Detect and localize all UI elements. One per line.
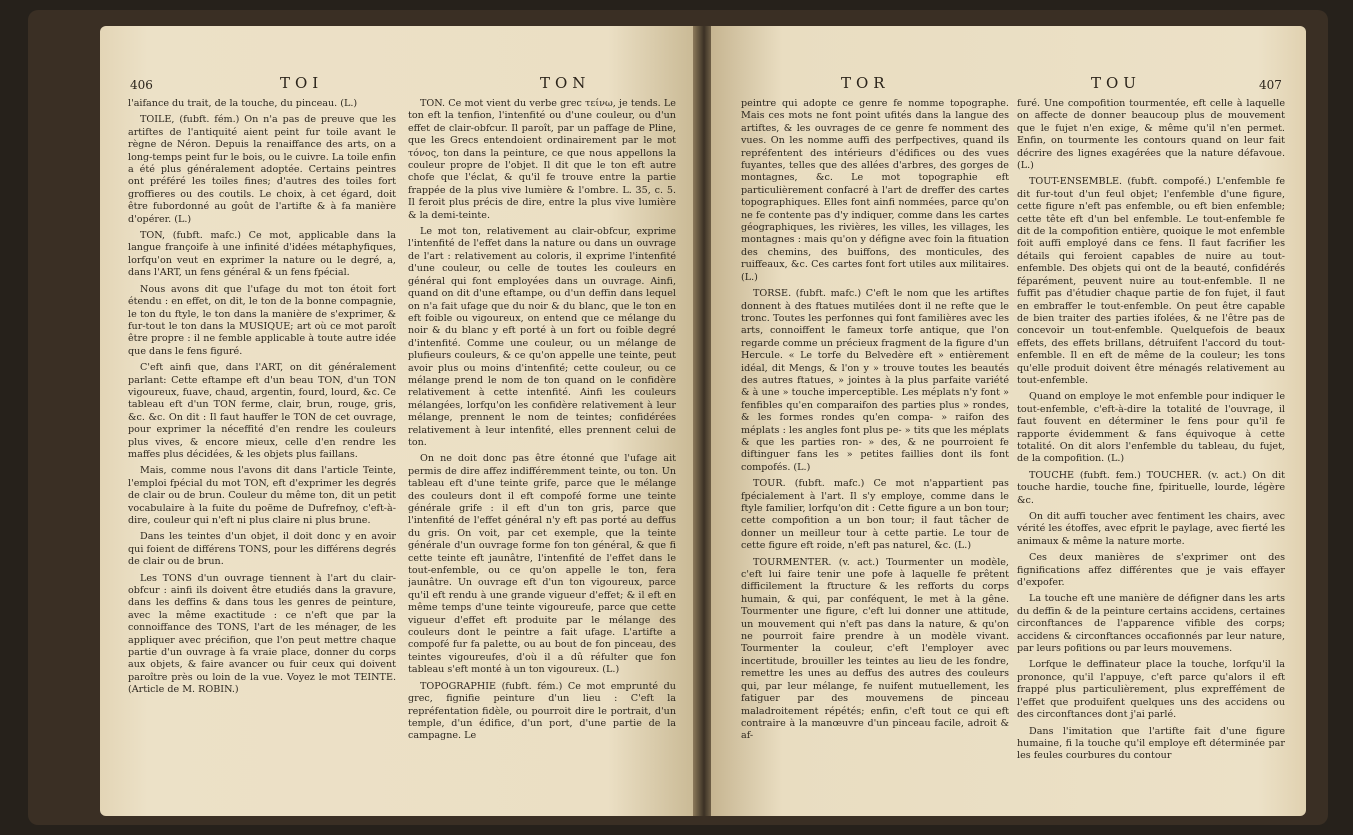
paragraph: Quand on employe le mot enfemble pour indiquer le tout-enfemble, c'eft-à-dire la totalité de l'ouvrage, il faut fouvent en déterminer le fens pour qu'il fe rapporte évidemment & fans équivoque à cette totalité. On dit alors l'enfemble du tableau, du fujet, de la compofition. (L.) [1017,391,1285,465]
left-page [100,26,698,816]
running-head-ton: TON [540,74,591,92]
right-column-1 [741,98,1009,798]
paragraph: TOUR. (fubft. mafc.) Ce mot n'appartient pas fpécialement à l'art. Il s'y employe, comme dans le ftyle familier, lorfqu'on dit : Cette figure a un bon tour; cette compofition a un bon tour; il faut tâcher de donner un meilleur tour à cette partie. Le tour de cette figure eft roide, n'eft pas naturel, &c. (L.) [741,478,1009,552]
paragraph: TOILE, (fubft. fém.) On n'a pas de preuve que les artiftes de l'antiquité aient peint fur toile avant le règne de Néron. Depuis la renaiffance des arts, on a long-temps peint fur le bois, ou le cuivre. La toile enfin a été plus généralement adoptée. Certains peintres ont préféré les toiles fines; d'autres des toiles fort groffieres ou des coutils. Le choix, à cet égard, doit être fubordonné au goût de l'artifte & à fa manière d'opérer. (L.) [128,114,396,225]
paragraph: peintre qui adopte ce genre fe nomme topographe. Mais ces mots ne font point ufités dans la langue des artiftes, & les ouvrages de ce genre fe nomment des vues. On les nomme auffi des perfpectives, quand ils repréfentent des intérieurs d'édifices ou des vues fuyantes, telles que des allées d'arbres, des gorges de montagnes, &c. Le mot topographie eft particulièrement confacré à l'art de dreffer des cartes topographiques. Elles font ainfi nommées, parce qu'on ne fe contente pas d'y indiquer, comme dans les cartes géographiques, les rivières, les villes, les villages, les montagnes : mais qu'on y défigne avec foin la fituation des chemins, des buiffons, des monticules, des ruiffeaux, &c. Ces cartes font fort utiles aux militaires. (L.) [741,98,1009,283]
paragraph: TOUT-ENSEMBLE. (fubft. compofé.) L'enfemble fe dit fur-tout d'un feul objet; l'enfemble d'une figure, cette figure n'eft pas enfemble, ou eft bien enfemble; cette tête eft d'un bel enfemble. Le tout-enfemble fe dit de la compofition entière, quoique le mot enfemble foit auffi employé dans ce fens. Il faut facrifier les détails qui feroient capables de nuire au tout-enfemble. Des objets qui ont de la beauté, confidérés féparément, peuvent nuire au tout-enfemble. Il ne fuffit pas d'étudier chaque partie de fon fujet, il faut en embraffer le tout-enfemble. On peut être capable de bien traiter des parties ifolées, & ne l'être pas de concevoir un tout-enfemble. Quelquefois de beaux effets, des effets brillans, détruifent l'accord du tout-enfemble. Il en eft de même de la couleur; les tons qu'elle produit doivent être ménagés relativement au tout-enfemble. [1017,176,1285,386]
left-column-2 [408,98,676,798]
paragraph: Lorfque le deffinateur place la touche, lorfqu'il la prononce, qu'il l'appuye, c'eft parce qu'alors il eft frappé plus particulièrement, plus expreffément de l'effet que produifent quelques uns des accidens ou des circonftances dont j'ai parlé. [1017,659,1285,721]
paragraph: Les TONS d'un ouvrage tiennent à l'art du clair-obfcur : ainfi ils doivent être etudiés dans la gravure, dans les deffins & dans tous les genres de peinture, avec la même exactitude : ce n'eft que par la connoiffance des TONS, l'art de les ménager, de les appliquer avec précifion, que l'on peut mettre chaque partie d'un ouvrage à fa vraie place, donner du corps aux objets, & faire avancer ou fuir ceux qui doivent paroître près ou loin de la vue. Voyez le mot TEINTE. (Article de M. ROBIN.) [128,572,396,696]
paragraph: La touche eft une manière de défigner dans les arts du deffin & de la peinture certains accidens, certaines circonftances de l'apparence vifible des corps; accidens & circonftances occafionnés par leur nature, par leurs pofitions ou par leurs mouvemens. [1017,593,1285,655]
paragraph: furé. Une compofition tourmentée, eft celle à laquelle on affecte de donner beaucoup plus de mouvement que le fujet n'en exige, & même qu'il n'en permet. Enfin, on tourmente les contours quand on leur fait décrire des lignes exagérées que la nature défavoue. (L.) [1017,98,1285,172]
paragraph: TON, (fubft. mafc.) Ce mot, applicable dans la langue françoife à une infinité d'idées métaphyfiques, lorfqu'on veut en exprimer la nature ou le degré, a, dans l'ART, un fens général & un fens fpécial. [128,230,396,279]
paragraph: TORSE. (fubft. mafc.) C'eft le nom que les artiftes donnent à des ftatues mutilées dont il ne refte que le tronc. Toutes les perfonnes qui font familières avec les arts, connoiffent le fameux torfe antique, que l'on regarde comme un précieux fragment de la figure d'un Hercule. « Le torfe du Belvedère eft » entièrement idéal, dit Mengs, & l'on y » trouve toutes les beautés des autres ftatues, » jointes à la plus parfaite variété & à une » touche imperceptible. Les méplats n'y font » fenfibles qu'en comparaifon des parties plus » rondes, & les formes rondes qu'en compa- » raifon des méplats : les angles font plus pe- » tits que les méplats & que les parties ron- » des, & ne pourroient fe diftinguer fans les » petites faillies dont ils font compofés. (L.) [741,288,1009,473]
paragraph: l'aifance du trait, de la touche, du pinceau. (L.) [128,98,358,109]
page-number-right: 407 [1259,78,1282,92]
paragraph: TOPOGRAPHIE (fubft. fém.) Ce mot emprunté du grec, fignifie peinture d'un lieu : C'eft la repréfentation fidèle, ou pourroit dire le portrait, d'un temple, d'un édifice, d'un port, d'une partie de la campagne. Le [408,680,676,742]
paragraph: Le mot ton, relativement au clair-obfcur, exprime l'intenfité de l'effet dans la nature ou dans un ouvrage de l'art : relativement au coloris, il exprime l'intenfité d'une couleur, ou celle de toutes les couleurs en général qui font employées dans un ouvrage. Ainfi, quand on dit d'une eftampe, ou d'un deffin dans lequel on n'a fait ufage que du noir & du blanc, que le ton en eft foible ou vigoureux, on entend que ce mélange du noir & du blanc y eft porté à un fort ou foible degré d'intenfité. Comme une couleur, ou un mélange de plufieurs couleurs, & ce qu'on appelle une teinte, peut avoir plus ou moins d'intenfité; cette couleur, ou ce mélange prend le nom de ton quand on le confidère relativement à cette intenfité. Ainfi les couleurs mélangées, lorfqu'on les confidère relativement à leur mélange, prennent le nom de teintes; confidérées relativement à leur intenfité, elles prennent celui de ton. [408,226,676,448]
paragraph: Dans l'imitation que l'artifte fait d'une figure humaine, fi la touche qu'il employe eft déterminée par les feules courbures du contour [1017,725,1285,762]
open-book [28,10,1328,825]
left-column-1 [128,98,396,798]
paragraph: C'eft ainfi que, dans l'ART, on dit généralement parlant: Cette eftampe eft d'un beau TON, d'un TON vigoureux, fuave, chaud, argentin, fourd, lourd, &c. Ce tableau eft d'un TON ferme, clair, brun, rouge, gris, &c. &c. On dit : Il faut hauffer le TON de cet ouvrage, pour exprimer la néceffité d'en rendre les couleurs plus vives, & encore mieux, celle d'en rendre les maffes plus décidées, & les objets plus faillans. [128,362,396,460]
paragraph: Dans les teintes d'un objet, il doit donc y en avoir qui foient de différens TONS, pour les différens degrés de clair ou de brun. [128,531,396,568]
paragraph: Ces deux manières de s'exprimer ont des fignifications affez différentes que je vais effayer d'expofer. [1017,552,1285,589]
paragraph: On dit auffi toucher avec fentiment les chairs, avec vérité les étoffes, avec efprit le paylage, avec fierté les animaux & même la nature morte. [1017,511,1285,547]
paragraph: TOUCHE (fubft. fem.) TOUCHER. (v. act.) On dit touche hardie, touche fine, fpirituelle, lourde, légère &c. [1017,469,1285,506]
running-head-toi: TOI [280,74,324,92]
right-column-2 [1017,98,1285,798]
right-page [711,26,1306,816]
paragraph: TON. Ce mot vient du verbe grec τείνω, je tends. Le ton eft la tenfion, l'intenfité ou d'une couleur, ou d'un effet de clair-obfcur. Il paroît, par un paffage de Pline, que les Grecs entendoient ordinairement par le mot τόνος, ton dans la peinture, ce que nous appellons la couleur propre de l'objet. Il dit que le ton eft autre chofe que l'éclat, & qu'il fe trouve entre la partie frappée de la plus vive lumière & l'ombre. L. 35, c. 5. Il feroit plus précis de dire, entre la plus vive lumière & la demi-teinte. [408,98,676,221]
running-head-tou: TOU [1091,74,1141,92]
page-number-left: 406 [130,78,153,92]
paragraph: TOURMENTER. (v. act.) Tourmenter un modèle, c'eft lui faire tenir une pofe à laquelle fe prêtent difficilement la ftructure & les refforts du corps humain, & qui, par conféquent, le met à la gêne. Tourmenter une figure, c'eft lui donner une attitude, un mouvement qui n'eft pas dans la nature, & qu'on ne pourroit faire prendre à un modèle vivant. Tourmenter la couleur, c'eft l'employer avec incertitude, brouiller les teintes au lieu de les fondre, remettre les unes au deffus des autres des couleurs qui, par leur mélange, fe nuifent mutuellement, les fatiguer par des mouvemens de pinceau maladroitement répétés; enfin, c'eft tout ce qui eft contraire à la manœuvre d'un pinceau facile, adroit & af- [741,556,1009,742]
paragraph: Mais, comme nous l'avons dit dans l'article Teinte, l'emploi fpécial du mot TON, eft d'exprimer les degrés de clair ou de brun. Couleur du même ton, dit un petit vocabulaire à la fuite du poëme de Dufrefnoy, c'eft-à-dire, couleur qui n'eft ni plus claire ni plus brune. [128,465,396,526]
running-head-tor: TOR [841,74,890,92]
paragraph: On ne doit donc pas être étonné que l'ufage ait permis de dire affez indifféremment teinte, ou ton. Un tableau eft d'une teinte grife, parce que le mélange des couleurs dont il eft compofé forme une teinte générale grife : il eft d'un ton gris, parce que l'intenfité de l'effet général n'y eft pas porté au deffus du gris. On voit, par cet exemple, que la teinte générale d'un ouvrage forme fon ton général, & que fi cette teinte eft jaunâtre, l'intenfité de l'effet dans le tout-enfemble, ou ce qu'on appelle le ton, fera jaunâtre. Un ouvrage eft d'un ton vigoureux, parce qu'il eft rendu à une grande vigueur d'effet; & il eft en même temps d'une teinte vigoureufe, parce que cette vigueur d'effet eft produite par le mélange des couleurs dont le peintre a fait ufage. L'artifte a compofé fur fa palette, ou au bout de fon pinceau, des teintes vigoureufes, d'où il a dû réfulter que fon tableau s'eft monté à un ton vigoureux. (L.) [408,453,676,676]
paragraph: Nous avons dit que l'ufage du mot ton étoit fort étendu : en effet, on dit, le ton de la bonne compagnie, le ton du ftyle, le ton dans la manière de s'exprimer, & fur-tout le ton dans la MUSIQUE; art où ce mot paroît être propre : il ne femble applicable à toute autre idée que dans le fens figuré. [128,283,396,357]
